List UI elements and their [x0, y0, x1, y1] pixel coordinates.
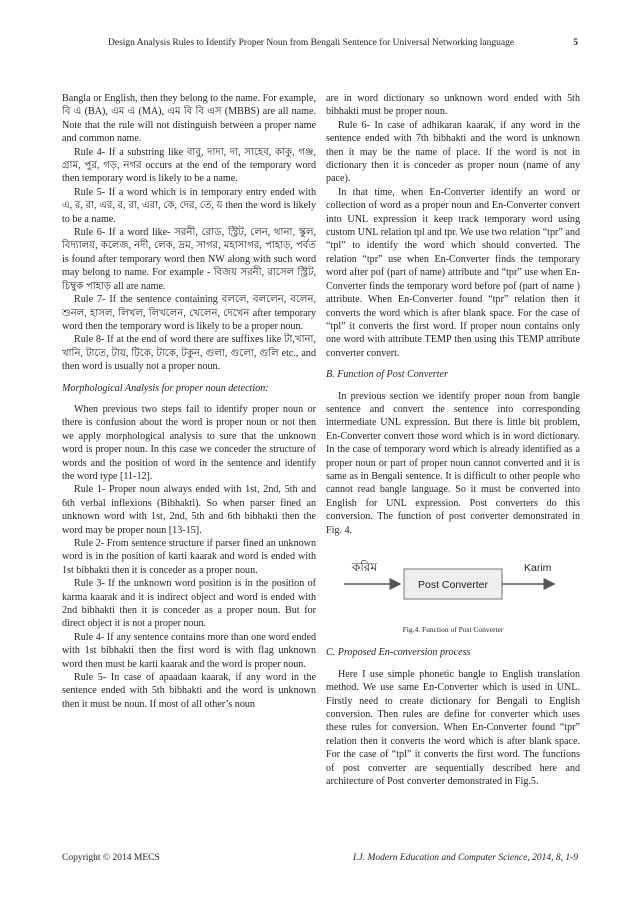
figure-caption: Fig.4. Function of Post Converter — [402, 625, 504, 634]
body-paragraph: Rule 2- From sentence structure if parser fined an unknown word is in the position of karti kaarak and word is ended with 1st bibhakti then it is conceder as a proper noun. — [62, 538, 316, 576]
section-heading: C. Proposed En-conversion process — [326, 647, 471, 659]
page-number: 5 — [573, 38, 578, 48]
body-paragraph: Rule 4- If a substring like বাবু, দাদা, দা, সাহেব, কাকু, গঞ্জ, গ্রাম, পুর, গড়, নগর occurs at the end of the temporary word then temporary word is likely to be a name. — [62, 146, 316, 185]
left-column — [62, 92, 316, 711]
post-converter-label: Post Converter — [417, 579, 489, 591]
section-heading: B. Function of Post Converter — [326, 369, 448, 381]
body-paragraph: are in word dictionary so unknown word ended with 5th bibhakti must be proper noun. — [326, 93, 580, 118]
body-paragraph: Here I use simple phonetic bangle to English translation method. We use same En-Converter which is used in UNL. Firstly need to create dictionary for Bengali to English conversion. Then rules are define for converter which uses these rules for conversion. When En-Converter found “tpr” relation then it converts the word which is after blank space. For the case of “tpl” it converts the first word. The functions of post converter are sequentially described here and architecture of Post converter demonstrated in Fig.5. — [326, 668, 580, 788]
section-heading: Morphological Analysis for proper noun detection: — [62, 382, 269, 394]
body-paragraph: In that time, when En-Converter identify an word or collection of word as a proper noun and En-Converter convert into UNL expression it keep track temporary word using custom UNL relation tpl and tpr. We use two relation “tpr” and “tpl” to identify the word which should converted. The relation “tpr” use when En-Converter finds the temporary word after pof (part of name) attribute and “tpr” use when En-Converter finds the temporary word before pof (part of name ) attribute. When En-Converter found “tpr” relation then it converts the word which is after blank space. For the case of “tpl” it converts the first word. If proper noun contains only one word with attribute TEMP then using this TEMP attribute converter convert. — [326, 186, 580, 359]
running-title: Design Analysis Rules to Identify Proper Noun from Bengali Sentence for Universal Networking language — [108, 38, 515, 48]
body-paragraph: In previous section we identify proper noun from bangle sentence and convert the sentence into corresponding intermediate UNL expression. But there is little bit problem, En-Converter convert those word which is in word dictionary. In the case of temporary word which is already identified as a proper noun or part of proper noun cannot converted and it is same as in Bengali sentence. It is difficult to other people who cannot read bangle language. So it must be converted into English for UNL expression. Post converters do this conversion. The function of post converter demonstrated in Fig. 4. — [326, 390, 580, 536]
input-word: করিম — [352, 560, 378, 574]
body-paragraph: Rule 8- If at the end of word there are suffixes like টা,খানা, খানি, টাতে, টায়, টিকে, টাকে, টকুন, গুলা, গুলো, গুলি etc., and then word is usually not a proper noun. — [62, 334, 316, 373]
right-column — [326, 92, 580, 788]
body-paragraph: Rule 5- If a word which is in temporary entry ended with এ, র, রা, এর, র, রা, এরা, কে, দের, তে, য় then the word is likely to be a name. — [62, 186, 316, 225]
body-paragraph: Rule 6- If a word like- সরনী, রোড, স্ট্রিট, লেন, থানা, স্কুল, বিদ্যালয়, কলেজ, নদী, লেক, দ্রম, সাগর, মহাসাগর, পাহাড়, পর্বত is found after temporary word then NW along with such word may belong to name. For example - বিজয় সরনী, রাসেল স্ট্রিট, চিম্বুক পাহাড় all are name. — [62, 227, 316, 292]
post-converter-figure — [326, 549, 580, 619]
post-converter-diagram — [326, 549, 580, 619]
body-paragraph: Rule 5- In case of apaadaan kaarak, if any word in the sentence ended with 5th bibhakti and the word is unknown then it must be noun. If most of all other’s noun — [62, 672, 316, 710]
body-paragraph: Rule 1- Proper noun always ended with 1st, 2nd, 5th and 6th verbal inflexions (Bibhakti). So when parser fined an unknown word with 1st, 2nd, 5th and 6th bibhakti then the word may be proper noun [13-15]. — [62, 484, 316, 536]
body-paragraph: Rule 7- If the sentence containing বললে, বললেন, বলেন, শুনল, হাসল, লিখল, লিখলেন, খেলেন, দেখেন after temporary word then the temporary word is likely to be a proper noun. — [62, 294, 316, 332]
body-paragraph: Rule 4- If any sentence contains more than one word ended with 1st bibhakti then the first word is with flag unknown word then must be karti kaarak and the word is proper noun. — [62, 631, 316, 670]
journal-citation: I.J. Modern Education and Computer Science, 2014, 8, 1-9 — [352, 853, 578, 863]
body-paragraph: Bangla or English, then they belong to the name. For example, বি এ (BA), এম এ (MA), এম বি বি এস (MBBS) are all name. Note that the rule will not distinguish between a proper name and common name. — [62, 93, 316, 145]
body-paragraph: When previous two steps fail to identify proper noun or there is confusion about the word is proper noun or not then we apply morphological analysis to sure that the unknown word is proper noun. In this case we conceder the structure of words and the position of word in the sentence and identify the word type [11-12]. — [62, 403, 316, 482]
body-paragraph: Rule 3- If the unknown word position is in the position of karma kaarak and it is indirect object and word is ended with 2nd bibhakti then it is conceder as a proper noun. But for direct object it is not a proper noun. — [62, 578, 316, 630]
output-word: Karim — [524, 562, 552, 574]
copyright-notice: Copyright © 2014 MECS — [62, 853, 160, 863]
body-paragraph: Rule 6- In case of adhikaran kaarak, if any word in the sentence ended with 7th bibhakti and the word is unknown then it may be the name of place. If the word is not in dictionary then it is conceder as proper noun (name of any pace). — [326, 119, 580, 185]
